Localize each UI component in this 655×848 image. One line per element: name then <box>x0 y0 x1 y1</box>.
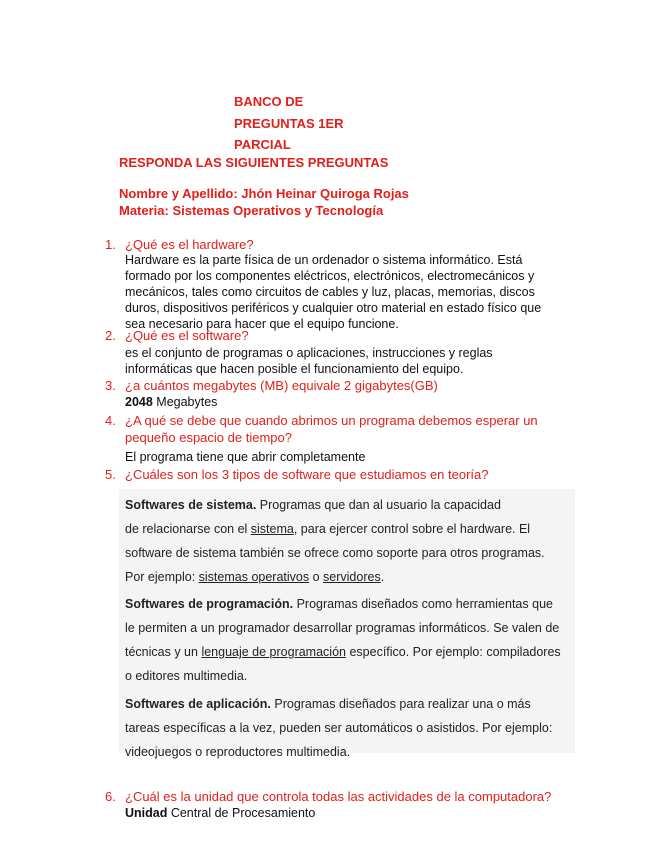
software-title: Softwares de programación. <box>125 597 294 611</box>
software-text: Programas diseñados como herramientas que <box>293 597 553 611</box>
software-text: técnicas y un <box>125 645 202 659</box>
question-1 <box>105 236 585 253</box>
question-text: ¿Cuál es la unidad que controla todas las actividades de la computadora? <box>125 789 552 804</box>
link-sistemas-operativos[interactable]: sistemas operativos <box>198 570 310 584</box>
question-2 <box>105 327 585 344</box>
answer-line: informáticas que hacen posible el funcionamiento del equipo. <box>125 362 464 376</box>
software-title: Softwares de sistema. <box>125 498 257 512</box>
software-aplicacion <box>125 692 580 764</box>
question-text-line: ¿A qué se debe que cuando abrimos un programa debemos esperar un <box>125 413 538 428</box>
software-text: le permiten a un programador desarrollar programas informáticos. Se valen de <box>125 621 560 635</box>
software-programacion <box>125 592 580 688</box>
software-text: o editores multimedia. <box>125 669 248 683</box>
software-text: Programas diseñados para realizar una o más <box>270 697 531 711</box>
link-lenguaje-programacion[interactable]: lenguaje de programación <box>201 645 346 659</box>
answer-line: El programa tiene que abrir completamente <box>125 450 366 464</box>
question-number: 5. <box>105 467 116 482</box>
software-text: tareas específicas a la vez, pueden ser automáticos o asistidos. Por ejemplo: <box>125 721 553 735</box>
question-number: 3. <box>105 378 116 393</box>
title-line-1: BANCO DE <box>234 94 304 109</box>
software-text: , para ejercer control sobre el hardware. El <box>293 522 531 536</box>
question-text: ¿Qué es el hardware? <box>125 237 254 252</box>
answer-line: mecánicos, tales como circuitos de cables y luz, placas, memorias, discos <box>125 285 535 299</box>
answer-line: duros, dispositivos periféricos y cualquier otro material en estado físico que <box>125 301 542 315</box>
answer-line: Hardware es la parte física de un ordenador o sistema informático. Está <box>125 253 523 267</box>
answer-line: formado por los componentes eléctricos, electrónicos, electromecánicos y <box>125 269 535 283</box>
answer-line: es el conjunto de programas o aplicaciones, instrucciones y reglas <box>125 346 493 360</box>
answer-6 <box>125 805 315 821</box>
answer-4 <box>125 449 365 465</box>
software-title: Softwares de aplicación. <box>125 697 271 711</box>
question-text: ¿Qué es el software? <box>125 328 249 343</box>
software-text: de relacionarse con el <box>125 522 251 536</box>
software-text: específico. Por ejemplo: compiladores <box>345 645 561 659</box>
instruction-heading: RESPONDA LAS SIGUIENTES PREGUNTAS <box>119 155 389 170</box>
answer-3 <box>125 394 217 410</box>
software-text: software de sistema también se ofrece como soporte para otros programas. <box>125 546 545 560</box>
software-text: Programas que dan al usuario la capacidad <box>256 498 501 512</box>
answer-bold: Unidad <box>125 806 168 820</box>
subject-line: Materia: Sistemas Operativos y Tecnología <box>119 203 384 218</box>
link-sistema[interactable]: sistema <box>250 522 294 536</box>
title-line-3: PARCIAL <box>234 137 291 152</box>
link-servidores[interactable]: servidores <box>323 570 381 584</box>
question-6 <box>105 788 585 805</box>
question-4 <box>105 412 585 446</box>
question-number: 6. <box>105 789 116 804</box>
question-text-line: pequeño espacio de tiempo? <box>125 430 292 445</box>
answer-1 <box>125 252 541 332</box>
question-number: 1. <box>105 237 116 252</box>
name-line: Nombre y Apellido: Jhón Heinar Quiroga Rojas <box>119 186 409 201</box>
question-5 <box>105 466 585 483</box>
answer-rest: Megabytes <box>152 395 218 409</box>
question-text: ¿a cuántos megabytes (MB) equivale 2 gigabytes(GB) <box>125 378 438 393</box>
question-number: 2. <box>105 328 116 343</box>
answer-bold: 2048 <box>125 395 153 409</box>
question-number: 4. <box>105 413 116 428</box>
software-text: . <box>380 570 385 584</box>
software-text: videojuegos o reproductores multimedia. <box>125 745 351 759</box>
question-text: ¿Cuáles son los 3 tipos de software que estudiamos en teoría? <box>125 467 489 482</box>
title-line-2: PREGUNTAS 1ER <box>234 116 344 131</box>
question-3 <box>105 377 585 394</box>
software-text: Por ejemplo: <box>125 570 199 584</box>
software-text: o <box>309 570 324 584</box>
software-sistema <box>125 493 580 589</box>
answer-line: sea necesario para hacer que el equipo funcione. <box>125 317 399 331</box>
answer-2 <box>125 345 493 377</box>
answer-rest: Central de Procesamiento <box>167 806 316 820</box>
